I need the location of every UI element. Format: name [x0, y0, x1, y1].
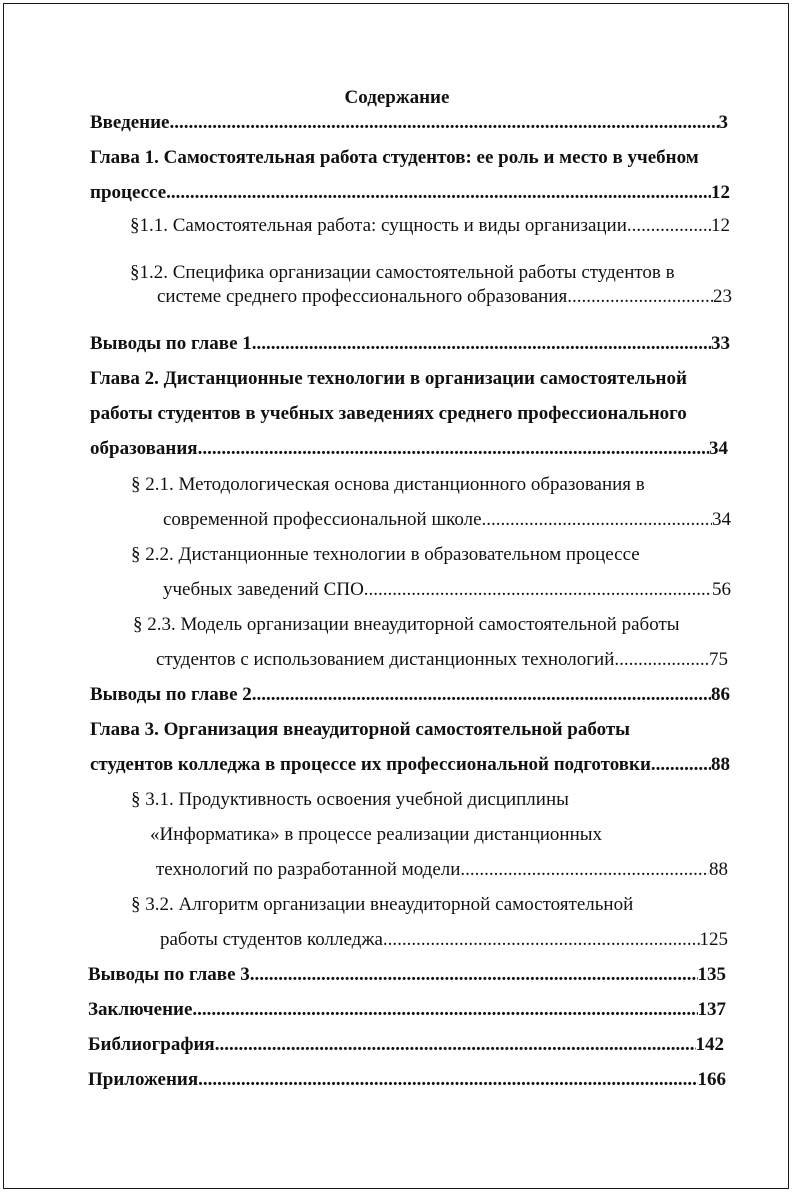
toc-entry-text: Библиография [88, 1034, 215, 1055]
toc-leader-dots [364, 577, 712, 603]
toc-leader-dots [627, 213, 711, 239]
toc-entry-conclusions-3[interactable] [88, 962, 726, 988]
toc-entry-chapter-1[interactable] [90, 180, 730, 206]
toc-leader-dots [198, 436, 709, 462]
toc-page-number: 142 [695, 1034, 724, 1055]
toc-page-number: 23 [713, 286, 732, 307]
toc-entry-text: учебных заведений СПО [163, 579, 364, 600]
toc-entry-text: процессе [90, 182, 167, 203]
toc-leader-dots [482, 507, 712, 533]
toc-entry-chapter-2[interactable] [90, 436, 728, 462]
toc-entry-text: Выводы по главе 1 [90, 333, 252, 354]
toc-section-1-2-heading[interactable]: §1.2. Специфика организации самостоятельной работы студентов в [130, 262, 675, 283]
toc-page-number: 125 [699, 929, 728, 950]
toc-entry-text: образования [90, 438, 198, 459]
toc-page-number: 34 [709, 438, 728, 459]
toc-entry-section-3-2[interactable] [160, 927, 728, 953]
toc-entry-text: технологий по разработанной модели [156, 859, 461, 880]
toc-entry-text: Приложения [88, 1069, 199, 1090]
toc-entry-text: Выводы по главе 2 [90, 684, 252, 705]
toc-leader-dots [215, 1032, 696, 1058]
toc-page-number: 86 [711, 684, 730, 705]
toc-entry-appendices[interactable] [88, 1067, 726, 1093]
toc-page-number: 166 [697, 1069, 726, 1090]
toc-entry-conclusions-1[interactable] [90, 331, 730, 357]
toc-page-number: 34 [712, 509, 731, 530]
toc-entry-text: §1.1. Самостоятельная работа: сущность и виды организации [130, 215, 627, 236]
toc-leader-dots [252, 331, 711, 357]
toc-entry-section-1-2[interactable] [157, 284, 732, 310]
toc-leader-dots [170, 110, 719, 136]
toc-leader-dots [383, 927, 700, 953]
toc-entry-section-3-1[interactable] [156, 857, 728, 883]
toc-section-2-3-heading[interactable]: § 2.3. Модель организации внеаудиторной самостоятельной работы [133, 614, 680, 635]
toc-leader-dots [166, 180, 711, 206]
toc-title: Содержание [344, 87, 450, 108]
toc-entry-section-2-3[interactable] [156, 647, 728, 673]
toc-leader-dots [460, 857, 709, 883]
toc-page-number: 137 [697, 999, 726, 1020]
toc-leader-dots [250, 962, 698, 988]
toc-entry-conclusions-2[interactable] [90, 682, 730, 708]
toc-entry-section-2-2[interactable] [163, 577, 731, 603]
toc-chapter-3-heading[interactable]: Глава 3. Организация внеаудиторной самостоятельной работы [90, 719, 631, 740]
toc-page-number: 88 [711, 754, 730, 775]
toc-entry-text: Выводы по главе 3 [88, 964, 250, 985]
toc-page-number: 3 [718, 112, 728, 133]
toc-entry-text: студентов колледжа в процессе их профессиональной подготовки [90, 754, 651, 775]
toc-page-number: 33 [711, 333, 730, 354]
toc-entry-section-1-1[interactable] [130, 213, 730, 239]
toc-entry-section-2-1[interactable] [163, 507, 731, 533]
toc-section-3-2-heading[interactable]: § 3.2. Алгоритм организации внеаудиторной самостоятельной [131, 894, 634, 915]
toc-leader-dots [192, 997, 697, 1023]
toc-section-3-1-heading-line-2[interactable]: «Информатика» в процессе реализации дистанционных [150, 824, 603, 845]
toc-leader-dots [614, 647, 709, 673]
toc-chapter-1-heading[interactable]: Глава 1. Самостоятельная работа студентов: ее роль и место в учебном [90, 147, 699, 168]
toc-page-number: 75 [709, 649, 728, 670]
toc-section-2-1-heading[interactable]: § 2.1. Методологическая основа дистанционного образования в [131, 474, 645, 495]
toc-entry-introduction[interactable] [90, 110, 728, 136]
toc-chapter-2-heading-line-1[interactable]: Глава 2. Дистанционные технологии в организации самостоятельной [90, 368, 687, 389]
toc-leader-dots [252, 682, 711, 708]
toc-leader-dots [567, 284, 713, 310]
toc-entry-text: системе среднего профессионального образования [157, 286, 568, 307]
toc-page-number: 135 [697, 964, 726, 985]
toc-entry-text: современной профессиональной школе [163, 509, 482, 530]
toc-entry-text: работы студентов колледжа [160, 929, 383, 950]
toc-leader-dots [651, 752, 711, 778]
toc-section-3-1-heading-line-1[interactable]: § 3.1. Продуктивность освоения учебной дисциплины [131, 789, 569, 810]
toc-entry-bibliography[interactable] [88, 1032, 724, 1058]
toc-entry-text: Введение [90, 112, 170, 133]
toc-page-number: 88 [709, 859, 728, 880]
toc-leader-dots [198, 1067, 697, 1093]
toc-entry-text: Заключение [88, 999, 193, 1020]
toc-entry-text: студентов с использованием дистанционных технологий [156, 649, 615, 670]
toc-page-number: 12 [711, 182, 730, 203]
toc-entry-conclusion[interactable] [88, 997, 726, 1023]
toc-page-number: 56 [712, 579, 731, 600]
toc-chapter-2-heading-line-2[interactable]: работы студентов в учебных заведениях среднего профессионального [90, 403, 687, 424]
toc-section-2-2-heading[interactable]: § 2.2. Дистанционные технологии в образовательном процессе [131, 544, 640, 565]
toc-page-number: 12 [711, 215, 730, 236]
toc-entry-chapter-3[interactable] [90, 752, 730, 778]
